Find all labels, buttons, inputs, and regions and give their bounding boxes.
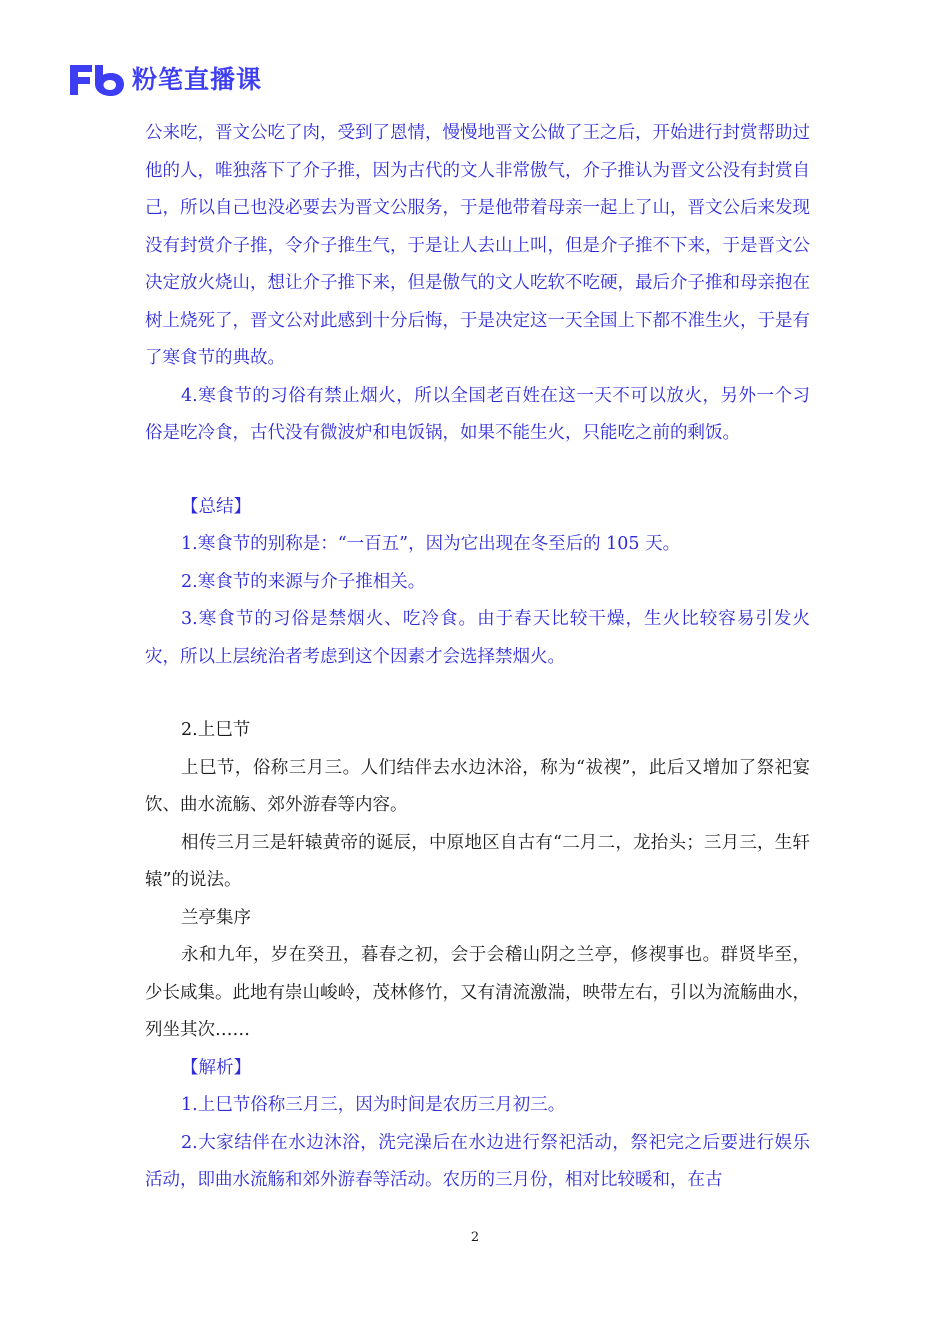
summary-item-3: 3.寒食节的习俗是禁烟火、吃冷食。由于春天比较干燥，生火比较容易引发火灾，所以上层统治者考虑到这个因素才会选择禁烟火。 — [145, 609, 810, 667]
analysis-item-2: 2.大家结伴在水边沐浴，洗完澡后在水边进行祭祀活动，祭祀完之后要进行娱乐活动，即曲水流觞和郊外游春等活动。农历的三月份，相对比较暖和，在古 — [145, 1132, 810, 1190]
festival-description: 上巳节，俗称三月三。人们结伴去水边沐浴，称为“祓禊”，此后又增加了祭祀宴饮、曲水流觞、郊外游春等内容。 — [145, 757, 810, 815]
paragraph-story: 公来吃，晋文公吃了肉，受到了恩情，慢慢地晋文公做了王之后，开始进行封赏帮助过他的人，唯独落下了介子推，因为古代的文人非常傲气，介子推认为晋文公没有封赏自己，所以自己也没必要去为晋文公服务，于是他带着母亲一起上了山，晋文公后来发现没有封赏介子推，令介子推生气，于是让人去山上叫，但是介子推不下来，于是晋文公决定放火烧山，想让介子推下来，但是傲气的文人吃软不吃硬，最后介子推和母亲抱在树上烧死了，晋文公对此感到十分后悔，于是决定这一天全国上下都不准生火，于是有了寒食节的典故。 — [145, 123, 810, 368]
analysis-heading: 【解析】 — [181, 1057, 251, 1078]
fb-logo-icon — [68, 63, 126, 97]
summary-heading: 【总结】 — [181, 496, 251, 517]
page-header — [68, 60, 262, 100]
spacer — [145, 453, 810, 489]
poem-text: 永和九年，岁在癸丑，暮春之初，会于会稽山阴之兰亭，修禊事也。群贤毕至，少长咸集。此地有崇山峻岭，茂林修竹，又有清流激湍，映带左右，引以为流觞曲水，列坐其次…… — [145, 945, 810, 1040]
summary-item-2: 2.寒食节的来源与介子推相关。 — [181, 571, 426, 592]
festival-legend: 相传三月三是轩辕黄帝的诞辰，中原地区自古有“二月二，龙抬头；三月三，生轩辕”的说法。 — [145, 832, 810, 890]
spacer — [145, 676, 810, 712]
poem-title: 兰亭集序 — [181, 907, 251, 928]
paragraph-custom: 4.寒食节的习俗有禁止烟火，所以全国老百姓在这一天不可以放火，另外一个习俗是吃冷食，古代没有微波炉和电饭锅，如果不能生火，只能吃之前的剩饭。 — [145, 385, 810, 443]
analysis-item-1: 1.上巳节俗称三月三，因为时间是农历三月初三。 — [181, 1095, 566, 1115]
page-number: 2 — [470, 1230, 480, 1245]
logo-text: 粉笔直播课 — [132, 65, 263, 94]
section-title: 2.上巳节 — [181, 720, 251, 740]
summary-item-1: 1.寒食节的别称是：“一百五”，因为它出现在冬至后的 105 天。 — [181, 534, 681, 554]
document-body — [145, 115, 810, 1200]
